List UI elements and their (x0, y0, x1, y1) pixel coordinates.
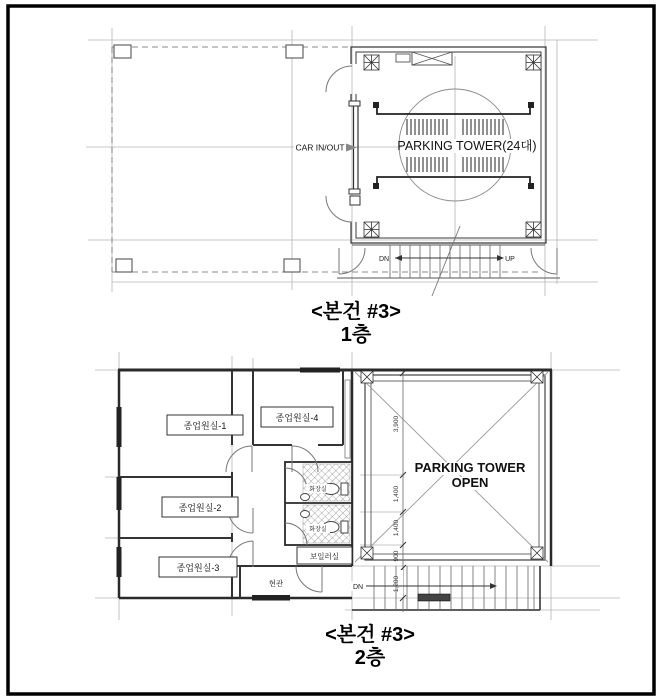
room-label-4: 종업원실-4 (275, 413, 319, 423)
sink-lower (301, 511, 310, 518)
room-label-1: 종업원실-1 (183, 421, 227, 431)
toilet-tank-lower (341, 521, 348, 533)
floor1-level-label: 1층 (340, 324, 372, 346)
bathroom1-label: 화장실 (309, 487, 327, 493)
floor1-columns (114, 45, 303, 272)
car-in-out-label: CAR IN/OUT (295, 142, 345, 153)
roller-shutter-door (349, 101, 360, 205)
floor1-stair-up-label: UP (505, 256, 515, 263)
car-in-out-arrow-icon (346, 144, 357, 152)
bathroom-block (285, 462, 352, 545)
dimension-label-1400a: 1,400 (393, 485, 400, 503)
dimension-label-1200: 1,200 (393, 575, 400, 593)
parking-open-label-line2: OPEN (451, 475, 489, 490)
floor1-stair-treads (390, 245, 500, 278)
floor2-stairs (350, 566, 534, 610)
entrance-step-bar (252, 595, 290, 601)
floor2-stair-down-label: DN (352, 584, 364, 591)
entrance-label: 현관 (268, 579, 284, 588)
floor1-plan (86, 26, 598, 296)
floor1-stair-down-label: DN (378, 256, 390, 263)
bathroom2-label: 화장실 (309, 527, 327, 533)
dimension-label-3900: 3,900 (393, 415, 400, 433)
entrance-door (296, 566, 322, 592)
room1-door (226, 446, 252, 472)
boiler-room-label: 보일러실 (310, 552, 339, 561)
parking-open-square (355, 371, 548, 562)
stair-handrail (418, 594, 450, 601)
floor1-stair-right-door (531, 248, 557, 274)
small-equipment-box (396, 54, 410, 62)
floor2-stair-arrowhead (490, 583, 497, 589)
parking-open-label-line1: PARKING TOWER (414, 460, 526, 475)
floor1-left-top-door-arc (326, 66, 352, 92)
floor2-level-label: 2층 (354, 647, 386, 669)
parking-tower-label: PARKING TOWER(24대) (397, 139, 537, 153)
floor1-stair-break-line (432, 226, 460, 296)
floor1-left-bottom-door-arc (326, 196, 352, 222)
sink-upper (301, 494, 310, 501)
room-label-2: 종업원실-2 (178, 503, 222, 513)
dimension-chain (391, 370, 406, 612)
room-label-3: 종업원실-3 (176, 563, 220, 573)
dimension-label-900: 900 (393, 550, 400, 562)
floor2-caption: <본건 #3> (325, 624, 415, 646)
floor1-gridlines (86, 26, 598, 296)
duct-shaft (345, 380, 350, 458)
dimension-label-1400b: 1,400 (393, 519, 400, 537)
floor1-stair-arrowhead-left (395, 255, 402, 261)
floor1-caption: <본건 #3> (311, 301, 401, 323)
toilet-tank-upper (341, 483, 348, 495)
floor2-plan (95, 352, 620, 620)
floor1-stair-arrowhead-right (497, 255, 504, 261)
floor1-stair-edges (337, 245, 560, 278)
floor2-gridlines (95, 352, 620, 620)
